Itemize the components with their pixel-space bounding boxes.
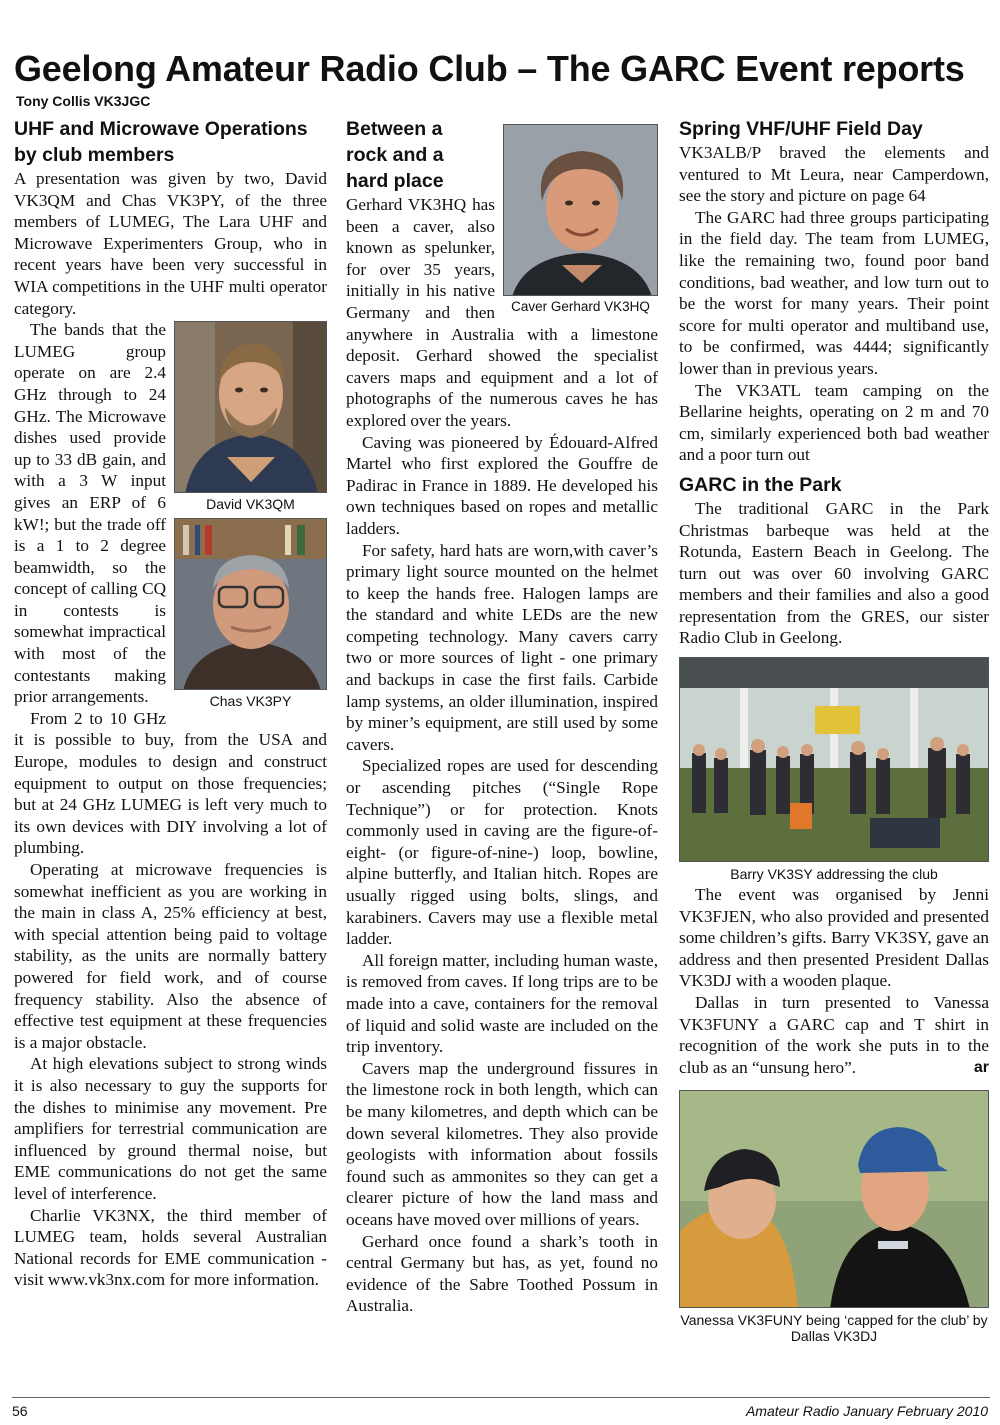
portrait-chas-image <box>175 519 327 690</box>
col2-photo-group <box>503 124 658 314</box>
caption-david-vk3qm: David VK3QM <box>206 496 295 513</box>
field-day-heading: Spring VHF/UHF Field Day <box>679 118 923 140</box>
column-3 <box>679 114 989 1344</box>
publication-footer: Amateur Radio January February 2010 <box>745 1403 988 1419</box>
col1-paragraph-3: From 2 to 10 GHz it is possible to buy, from the USA and Europe, modules to design and construct equipment to output on those frequencies; but at 24 GHz LUMEG is left very much to its own devices with DIY involving a lot of plumbing. <box>14 708 327 858</box>
col3-paragraph-5: The event was organised by Jenni VK3FJEN, who also provided and presented some children’s gifts. Barry VK3SY, gave an address and then presented President Dallas VK3DJ with a wooden plaque. <box>679 885 989 991</box>
page-title: Geelong Amateur Radio Club – The GARC Event reports <box>14 48 965 89</box>
garc-park-heading: GARC in the Park <box>679 473 842 496</box>
author-byline: Tony Collis VK3JGC <box>16 93 151 109</box>
col3-paragraph-6-text: Dallas in turn presented to Vanessa VK3FUNY a GARC cap and T shirt in recognition of the work she puts in to the club as an “unsung hero”. <box>679 993 989 1077</box>
caving-heading: Between a rock and a hard place <box>346 118 444 192</box>
uhf-microwave-heading: UHF and Microwave Operations by club members <box>14 118 308 166</box>
col2-paragraph-5: All foreign matter, including human waste, is removed from caves. If long trips are to be made into a cave, containers for the removal of liquid and solid waste are included on the trip inventory. <box>346 950 658 1057</box>
col1-paragraph-1: A presentation was given by two, David VK3QM and Chas VK3PY, of the three members of LUMEG, The Lara UHF and Microwave Experimenters Group, who in recent years have been very successful in WIA competitions in the UHF multi operator category. <box>14 169 327 318</box>
col1-paragraph-2: The bands that the LUMEG group operate on are 2.4 GHz through to 24 GHz. The Microwave dishes used provide up to 33 dB gain, and with a 3 W input gives an ERP of 6 kW!; but the trade off is a 1 to 2 degree beamwidth, so the concept of calling CQ in contests is somewhat impractical with most of the contestants making prior arrangements. <box>14 320 166 707</box>
column-1 <box>14 114 327 1291</box>
park-gathering-image <box>680 658 989 862</box>
caption-chas-vk3py: Chas VK3PY <box>209 693 292 710</box>
photo-gerhard-vk3hq <box>503 124 658 296</box>
col1-paragraph-5: At high elevations subject to strong winds it is also necessary to guy the supports for the dishes to minimise any movement. Pre amplifiers for terrestrial communication are influenced by ground thermal noise, but EME communications do not get the same level of interference. <box>14 1054 327 1203</box>
col1-paragraph-4: Operating at microwave frequencies is somewhat inefficient as you are working in the main in class A, 25% efficiency at best, with special attention being paid to voltage stability, as the units are normally battery powered for field work, and of course frequency stability. Also the absence of effective test equipment at these frequencies is a major obstacle. <box>14 860 327 1052</box>
photo-chas-vk3py <box>174 518 327 690</box>
col2-paragraph-3: For safety, hard hats are worn,with caver’s primary light source mounted on the helmet to keep the hands free. Halogen lamps are the standard and white LEDs are the new competing technology. Many cavers carry two or more sources of light - one primary and backups in case the first fails. Carbide lamp systems, an older illumination, inspired by miner’s equipment, are still used by some cavers. <box>346 540 658 754</box>
page-number: 56 <box>12 1403 28 1419</box>
col2-paragraph-1: Gerhard VK3HQ has been a caver, also known as spelunker, for over 35 years, initially in his native Germany and then anywhere in Australia with a limestone deposit. Gerhard showed the specialist cavers maps and equipment and a lot of photographs of the numerous caves he has explored over the years. <box>346 195 658 430</box>
portrait-gerhard-image <box>504 125 658 296</box>
footer-divider <box>12 1397 990 1398</box>
caption-gerhard-vk3hq: Caver Gerhard VK3HQ <box>511 299 650 314</box>
col2-paragraph-7: Gerhard once found a shark’s tooth in central Germany but has, as yet, found no evidence of the Sabre Toothed Possum in Australia. <box>346 1231 658 1316</box>
caption-barry-vk3sy: Barry VK3SY addressing the club <box>730 866 938 883</box>
col3-paragraph-3: The VK3ATL team camping on the Bellarine heights, operating on 2 m and 70 cm, similarly experienced both bad weather and a poor turn out <box>679 380 989 465</box>
caption-vanessa-vk3funy: Vanessa VK3FUNY being ‘capped for the club’ by Dallas VK3DJ <box>680 1312 988 1345</box>
col1-paragraph-6: Charlie VK3NX, the third member of LUMEG team, holds several Australian National records for EME communication - visit www.vk3nx.com for more information. <box>14 1205 327 1290</box>
photo-vanessa-capped <box>679 1090 989 1308</box>
photo-david-vk3qm <box>174 321 327 493</box>
col2-paragraph-2: Caving was pioneered by Édouard-Alfred Martel who first explored the Gouffre de Padirac in France in 1889. He developed his own techniques based on ropes and metallic ladders. <box>346 432 658 538</box>
col3-paragraph-6 <box>679 992 989 1078</box>
capping-ceremony-image <box>680 1091 989 1308</box>
col3-paragraph-4: The traditional GARC in the Park Christmas barbeque was held at the Rotunda, Eastern Beach in Geelong. The turn out was over 60 involving GARC members and their families and also a good representation from the GRES, our sister Radio Club in Geelong. <box>679 498 989 648</box>
photo-barry-addressing-club <box>679 657 989 862</box>
column-2 <box>346 114 658 1317</box>
article-end-mark: ar <box>973 1058 989 1076</box>
col2-paragraph-6: Cavers map the underground fissures in the limestone rock in both length, which can be many kilometres, and depth which can be down several kilometres. They also provide geologists with information about fossils found such as ammonites so they can get a clearer picture of how the land mass and oceans have moved over millions of years. <box>346 1058 658 1229</box>
col1-photo-group <box>174 321 327 709</box>
portrait-david-image <box>175 322 327 493</box>
col3-paragraph-2: The GARC had three groups participating in the field day. The team from LUMEG, like the remaining two, found poor band conditions, bad weather, and low turn out to be the worst for many years. Their point score for multi operator and multiband use, to be confirmed, was 4444; significantly lower than in previous years. <box>679 207 989 378</box>
col2-paragraph-4: Specialized ropes are used for descending or ascending pitches (“Single Rope Technique”) or for protection. Knots commonly used in caving are the figure-of-eight- (or figure-of-nine-) loop, bowline, alpine butterfly, and Italian hitch. Ropes are usually rigged using bolts, slings, and karabiners. Cavers may use a flexible metal ladder. <box>346 756 658 949</box>
col3-paragraph-1: VK3ALB/P braved the elements and ventured to Mt Leura, near Camperdown, see the story and picture on page 64 <box>679 143 989 206</box>
